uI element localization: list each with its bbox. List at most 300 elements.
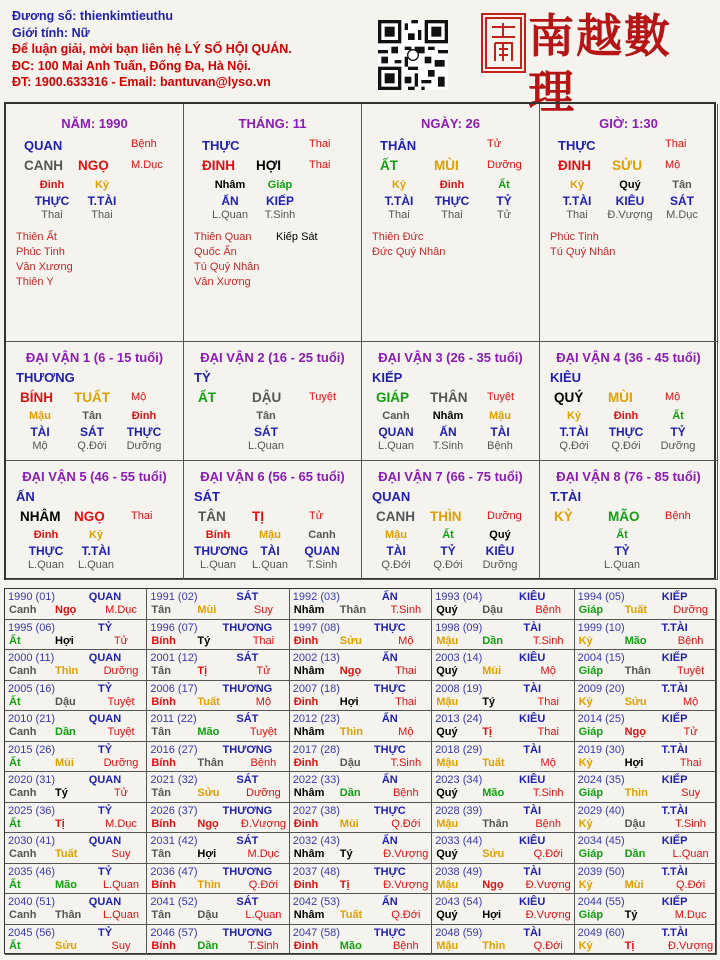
earthly-branch: Sửu bbox=[197, 787, 220, 799]
earthly-branch: Dần bbox=[339, 787, 361, 799]
year-label: 2006 (17) bbox=[150, 682, 198, 695]
owner-name: Đương số: thienkimtieuthu bbox=[12, 9, 173, 23]
hidden-stem: SÁT bbox=[670, 194, 694, 208]
heavenly-stem: Nhâm bbox=[293, 604, 325, 616]
life-stage-label: Tuyệt bbox=[107, 726, 135, 738]
life-stage-label: Bệnh bbox=[535, 604, 562, 616]
heavenly-stem: Đinh bbox=[293, 817, 319, 830]
heavenly-stem: Quý bbox=[436, 726, 458, 738]
ten-god-label: KIẾP bbox=[372, 370, 403, 385]
ten-god-label: TỶ bbox=[97, 621, 113, 634]
life-stage-label: T.Sinh bbox=[390, 604, 422, 616]
earthly-branch: Hợi bbox=[55, 634, 74, 647]
year-cell bbox=[290, 742, 432, 773]
hidden-stem: KIÊU bbox=[485, 544, 515, 558]
earthly-branch: Ngọ bbox=[197, 817, 219, 830]
heavenly-stem: Ất bbox=[9, 939, 21, 952]
hidden-stem: Mậu bbox=[29, 410, 51, 422]
hidden-stem: Q.Đới bbox=[433, 559, 463, 571]
earthly-branch: Thân bbox=[55, 909, 82, 921]
ten-god-label: QUAN bbox=[24, 138, 63, 153]
heavenly-stem: Kỷ bbox=[578, 878, 593, 891]
year-cell bbox=[147, 925, 289, 956]
ten-god-label: ẤN bbox=[381, 591, 398, 603]
ten-god-label: THỰC bbox=[373, 926, 406, 939]
earthly-branch: SỬU bbox=[612, 158, 642, 173]
hidden-stem: Tân bbox=[82, 410, 102, 422]
earthly-branch: Mùi bbox=[482, 665, 502, 677]
year-cell bbox=[575, 742, 717, 773]
year-label: 1991 (02) bbox=[150, 591, 198, 603]
life-stage-label: Thai bbox=[395, 665, 417, 677]
year-cell bbox=[5, 681, 147, 712]
earthly-branch: HỢI bbox=[256, 158, 282, 173]
star-label: Thiên Quan bbox=[194, 231, 252, 243]
hidden-stem: Giáp bbox=[267, 179, 293, 191]
life-stage-label: Dưỡng bbox=[103, 756, 139, 769]
life-stage-label: Bệnh bbox=[535, 817, 562, 830]
ten-god-label: SÁT bbox=[194, 489, 220, 504]
hidden-stem: Ất bbox=[616, 529, 628, 541]
ten-god-label: SÁT bbox=[236, 774, 259, 786]
year-label: 2003 (14) bbox=[435, 652, 483, 664]
heavenly-stem: Kỷ bbox=[578, 939, 593, 952]
year-label: 2034 (45) bbox=[577, 835, 625, 847]
hidden-stem: T.TÀI bbox=[81, 544, 111, 558]
earthly-branch: Dần bbox=[482, 634, 503, 647]
earthly-branch: MÙI bbox=[434, 158, 459, 173]
year-cell bbox=[290, 803, 432, 834]
hidden-stem: Bính bbox=[205, 529, 231, 541]
earthly-branch: Dậu bbox=[624, 817, 646, 830]
hidden-stem: Đ.Vượng bbox=[607, 209, 653, 221]
heavenly-stem: Bính bbox=[151, 878, 176, 891]
year-label: 2038 (49) bbox=[435, 865, 483, 878]
life-stage-label: Mộ bbox=[398, 634, 414, 647]
heavenly-stem: Canh bbox=[9, 848, 37, 860]
hidden-stem: Ất bbox=[442, 529, 454, 541]
year-label: 2027 (38) bbox=[292, 804, 340, 817]
ten-god-label: T.TÀI bbox=[661, 926, 688, 939]
hidden-stem: SÁT bbox=[80, 425, 104, 439]
life-stage-label: Tuyệt bbox=[107, 695, 135, 708]
ten-god-label: KIẾP bbox=[661, 896, 688, 908]
life-stage-label: Q.Đới bbox=[533, 848, 563, 860]
hidden-stem: Quý bbox=[619, 179, 641, 191]
earthly-branch: TỊ bbox=[252, 509, 264, 524]
earthly-branch: DẬU bbox=[252, 390, 282, 405]
heavenly-stem: Nhâm bbox=[293, 909, 325, 921]
earthly-branch: TUẤT bbox=[74, 390, 110, 405]
dai-van-6 bbox=[184, 461, 362, 580]
hidden-stem: THỰC bbox=[28, 544, 64, 558]
heavenly-stem: Mậu bbox=[436, 634, 459, 647]
life-stage-label: T.Sinh bbox=[248, 939, 279, 952]
earthly-branch: Hợi bbox=[482, 909, 502, 921]
life-stage-label: Bệnh bbox=[392, 939, 419, 952]
life-stage-label: Tuyệt bbox=[677, 665, 705, 677]
earthly-branch: Sửu bbox=[339, 634, 362, 647]
hidden-stem: THƯƠNG bbox=[194, 544, 249, 558]
life-stage-label: T.Sinh bbox=[675, 817, 706, 830]
hidden-stem: Tân bbox=[256, 410, 276, 422]
year-label: 2005 (16) bbox=[8, 682, 56, 695]
year-label: 2048 (59) bbox=[435, 926, 483, 939]
life-stage-label: M.Dục bbox=[247, 848, 280, 860]
ten-god-label: ẤN bbox=[16, 489, 35, 504]
hidden-stem: L.Quan bbox=[211, 209, 249, 221]
heavenly-stem: Ất bbox=[9, 878, 21, 891]
year-label: 1997 (08) bbox=[292, 621, 340, 634]
dai-van-1 bbox=[6, 342, 184, 461]
pillar-title: GIỜ: 1:30 bbox=[599, 116, 658, 131]
earthly-branch: Thân bbox=[197, 756, 224, 769]
address-line: ĐC: 100 Mai Anh Tuấn, Đống Đa, Hà Nội. bbox=[12, 58, 251, 73]
year-label: 2040 (51) bbox=[8, 896, 56, 908]
year-cell bbox=[432, 650, 574, 681]
year-cell bbox=[290, 772, 432, 803]
hidden-stem: L.Quan bbox=[247, 440, 285, 452]
branch-stage: Tử bbox=[309, 510, 324, 522]
year-label: 2018 (29) bbox=[435, 743, 483, 756]
year-label: 2004 (15) bbox=[577, 652, 625, 664]
year-label: 2017 (28) bbox=[292, 743, 340, 756]
hidden-stem: Q.Đới bbox=[559, 440, 589, 452]
earthly-branch: Dần bbox=[624, 848, 646, 860]
heavenly-stem: Canh bbox=[9, 726, 37, 738]
life-stage-label: T.Sinh bbox=[532, 634, 564, 647]
life-stage-label: Q.Đới bbox=[391, 909, 421, 921]
hidden-stem: Tân bbox=[672, 179, 692, 191]
heavenly-stem: Bính bbox=[151, 695, 176, 708]
heavenly-stem: Canh bbox=[9, 604, 37, 616]
heavenly-stem: Quý bbox=[436, 909, 458, 921]
hidden-stem: Kỷ bbox=[94, 179, 110, 191]
hidden-stem: QUAN bbox=[304, 544, 340, 558]
year-cell bbox=[290, 620, 432, 651]
dai-van-title: ĐẠI VẬN 8 (76 - 85 tuổi) bbox=[556, 469, 701, 484]
year-cell bbox=[147, 620, 289, 651]
contact-line: Để luận giải, mời bạn liên hệ LÝ SỐ HỘI QUÁN. bbox=[12, 42, 292, 56]
year-cell bbox=[432, 711, 574, 742]
life-stage-label: Q.Đới bbox=[675, 878, 706, 891]
life-stage-label: M.Dục bbox=[105, 604, 137, 616]
ten-god-label: TÀI bbox=[523, 682, 542, 695]
pillar-grid bbox=[4, 102, 716, 580]
life-stage-label: Suy bbox=[253, 604, 273, 616]
star-label: Phúc Tinh bbox=[16, 246, 65, 258]
earthly-branch: Dậu bbox=[339, 756, 361, 769]
ten-god-label: THƯƠNG bbox=[222, 621, 273, 634]
earthly-branch: Tị bbox=[197, 665, 208, 677]
year-label: 2026 (37) bbox=[150, 804, 198, 817]
yearly-table bbox=[4, 588, 716, 954]
year-cell bbox=[575, 620, 717, 651]
heavenly-stem: Giáp bbox=[578, 909, 604, 921]
pillar-title: NGÀY: 26 bbox=[421, 116, 480, 131]
pillar-0 bbox=[6, 104, 184, 342]
heavenly-stem: Đinh bbox=[293, 695, 319, 708]
year-label: 2022 (33) bbox=[292, 774, 340, 786]
year-cell bbox=[575, 833, 717, 864]
year-cell bbox=[432, 894, 574, 925]
earthly-branch: Thìn bbox=[55, 665, 79, 677]
year-label: 2031 (42) bbox=[150, 835, 198, 847]
heavenly-stem: Bính bbox=[151, 939, 176, 952]
heavenly-stem: Nhâm bbox=[293, 787, 325, 799]
hidden-stem: TÀI bbox=[260, 544, 280, 558]
year-cell bbox=[290, 681, 432, 712]
ten-god-label: THƯƠNG bbox=[222, 804, 273, 817]
year-cell bbox=[575, 864, 717, 895]
branch-stage: Dưỡng bbox=[487, 510, 522, 522]
hidden-stem: TỶ bbox=[496, 194, 512, 208]
hidden-stem: Đinh bbox=[613, 410, 639, 422]
earthly-branch: MÃO bbox=[608, 509, 640, 524]
life-stage-label: Bệnh bbox=[677, 634, 704, 647]
year-label: 2046 (57) bbox=[150, 926, 198, 939]
heavenly-stem: Ất bbox=[9, 817, 21, 830]
heavenly-stem: Mậu bbox=[436, 939, 459, 952]
life-stage-label: Mộ bbox=[540, 665, 556, 677]
hidden-stem: Quý bbox=[489, 529, 511, 541]
life-stage-label: Tuyệt bbox=[249, 726, 277, 738]
year-cell bbox=[147, 681, 289, 712]
year-cell bbox=[290, 833, 432, 864]
dai-van-title: ĐẠI VẬN 6 (56 - 65 tuổi) bbox=[200, 469, 345, 484]
heavenly-stem: Bính bbox=[151, 634, 176, 647]
year-label: 2000 (11) bbox=[8, 652, 55, 664]
heavenly-stem: Mậu bbox=[436, 878, 459, 891]
life-stage-label: Tử bbox=[113, 787, 129, 799]
pillar-3 bbox=[540, 104, 718, 342]
dai-van-7 bbox=[362, 461, 540, 580]
heavenly-stem: Tân bbox=[151, 909, 171, 921]
year-cell bbox=[290, 589, 432, 620]
hidden-stem: L.Quan bbox=[77, 559, 115, 571]
earthly-branch: Thìn bbox=[197, 878, 221, 891]
ten-god-label: TỶ bbox=[97, 804, 113, 817]
year-label: 2013 (24) bbox=[435, 713, 483, 725]
star-label: Đức Quý Nhân bbox=[372, 246, 446, 258]
branch-stage: Mộ bbox=[665, 159, 681, 171]
heavenly-stem: Đinh bbox=[293, 939, 319, 952]
life-stage-label: Tử bbox=[487, 138, 502, 150]
ten-god-label: KIÊU bbox=[519, 713, 546, 725]
heavenly-stem: ĐINH bbox=[558, 158, 591, 173]
year-cell bbox=[147, 894, 289, 925]
life-stage-label: Suy bbox=[111, 939, 131, 952]
heavenly-stem: Giáp bbox=[578, 665, 604, 677]
year-label: 2011 (22) bbox=[150, 713, 197, 725]
heavenly-stem: Nhâm bbox=[293, 726, 325, 738]
heavenly-stem: Tân bbox=[151, 604, 171, 616]
heavenly-stem: ẤT bbox=[198, 390, 216, 405]
year-cell bbox=[5, 833, 147, 864]
life-stage-label: L.Quan bbox=[672, 848, 709, 860]
year-cell bbox=[147, 833, 289, 864]
dai-van-title: ĐẠI VẬN 5 (46 - 55 tuổi) bbox=[22, 469, 167, 484]
year-label: 2030 (41) bbox=[8, 835, 56, 847]
earthly-branch: Tuất bbox=[482, 756, 505, 769]
owner-info bbox=[12, 8, 292, 91]
heavenly-stem: Giáp bbox=[578, 787, 604, 799]
life-stage-label: Thai bbox=[395, 695, 417, 708]
earthly-branch: Tuất bbox=[339, 909, 363, 921]
hidden-stem: Mậu bbox=[489, 410, 511, 422]
heavenly-stem: Quý bbox=[436, 604, 458, 616]
year-cell bbox=[432, 772, 574, 803]
ten-god-label: ẤN bbox=[381, 652, 398, 664]
year-label: 2015 (26) bbox=[8, 743, 56, 756]
hidden-stem: T.TÀI bbox=[559, 425, 589, 439]
dai-van-4 bbox=[540, 342, 718, 461]
year-label: 2039 (50) bbox=[577, 865, 625, 878]
ten-god-label: TỶ bbox=[194, 370, 211, 385]
year-cell bbox=[5, 864, 147, 895]
hidden-stem: Tử bbox=[496, 209, 512, 221]
dai-van-8 bbox=[540, 461, 718, 580]
year-cell bbox=[290, 864, 432, 895]
earthly-branch: Tị bbox=[624, 939, 635, 952]
ten-god-label: T.TÀI bbox=[661, 804, 688, 817]
year-cell bbox=[147, 742, 289, 773]
year-label: 2037 (48) bbox=[292, 865, 340, 878]
life-stage-label: Đ.Vượng bbox=[668, 939, 714, 952]
earthly-branch: MÙI bbox=[608, 390, 633, 405]
earthly-branch: NGỌ bbox=[78, 158, 109, 173]
year-label: 2010 (21) bbox=[8, 713, 56, 725]
heavenly-stem: Giáp bbox=[578, 726, 604, 738]
year-label: 2036 (47) bbox=[150, 865, 198, 878]
hidden-stem: Thai bbox=[566, 209, 588, 221]
year-label: 2035 (46) bbox=[8, 865, 56, 878]
life-stage-label: L.Quan bbox=[102, 878, 140, 891]
ten-god-label: TÀI bbox=[523, 865, 542, 878]
hidden-stem: Canh bbox=[382, 410, 410, 422]
branch-stage: Thai bbox=[309, 159, 331, 171]
ten-god-label: KIẾP bbox=[661, 774, 688, 786]
hidden-stem: Kỷ bbox=[566, 410, 582, 422]
ten-god-label: T.TÀI bbox=[661, 682, 688, 695]
year-label: 2024 (35) bbox=[577, 774, 625, 786]
life-stage-label: L.Quan bbox=[245, 909, 282, 921]
hidden-stem: Dưỡng bbox=[482, 559, 518, 571]
heavenly-stem: Nhâm bbox=[293, 665, 325, 677]
hidden-stem: L.Quan bbox=[251, 559, 289, 571]
earthly-branch: Mão bbox=[339, 939, 362, 952]
hidden-stem: QUAN bbox=[378, 425, 414, 439]
year-cell bbox=[5, 925, 147, 956]
year-cell bbox=[575, 925, 717, 956]
life-stage-label: Đ.Vượng bbox=[240, 817, 286, 830]
hidden-stem: Dưỡng bbox=[660, 440, 696, 452]
hidden-stem: KIÊU bbox=[615, 194, 645, 208]
heavenly-stem: Quý bbox=[436, 848, 458, 860]
year-cell bbox=[575, 803, 717, 834]
year-label: 2008 (19) bbox=[435, 682, 483, 695]
branch-stage: Bệnh bbox=[665, 510, 691, 522]
heavenly-stem: Tân bbox=[151, 665, 171, 677]
ten-god-label: THƯƠNG bbox=[16, 370, 75, 385]
star-label: Văn Xương bbox=[16, 261, 73, 273]
hidden-stem: ẤN bbox=[439, 425, 457, 439]
year-cell bbox=[575, 589, 717, 620]
year-label: 2007 (18) bbox=[292, 682, 340, 695]
life-stage-label: Thai bbox=[537, 726, 559, 738]
life-stage-label: Đ.Vượng bbox=[525, 878, 571, 891]
earthly-branch: Mùi bbox=[197, 604, 217, 616]
life-stage-label: Đ.Vượng bbox=[383, 878, 429, 891]
star-label: Phúc Tinh bbox=[550, 231, 599, 243]
star-label: Thiên Đức bbox=[372, 231, 424, 243]
ten-god-label: TỶ bbox=[97, 682, 113, 695]
earthly-branch: Dậu bbox=[55, 695, 76, 708]
ten-god-label: THỰC bbox=[373, 621, 406, 634]
hidden-stem: T.Sinh bbox=[306, 559, 338, 571]
ten-god-label: THƯƠNG bbox=[222, 743, 273, 756]
year-cell bbox=[5, 894, 147, 925]
pillar-title: NĂM: 1990 bbox=[61, 116, 128, 131]
heavenly-stem: Giáp bbox=[578, 848, 604, 860]
ten-god-label: QUAN bbox=[88, 652, 122, 664]
life-stage-label: Mộ bbox=[255, 695, 272, 708]
heavenly-stem: Tân bbox=[151, 787, 171, 799]
dai-van-2 bbox=[184, 342, 362, 461]
hidden-stem: Canh bbox=[308, 529, 336, 541]
ten-god-label: KIẾP bbox=[661, 713, 688, 725]
branch-stage: M.Dục bbox=[131, 159, 163, 171]
earthly-branch: Tị bbox=[55, 817, 65, 830]
branch-stage: Mộ bbox=[665, 391, 681, 403]
hidden-stem: TÀI bbox=[30, 425, 50, 439]
life-stage-label: Dưỡng bbox=[103, 665, 139, 677]
star-label: Thiên Y bbox=[16, 276, 54, 288]
earthly-branch: Dậu bbox=[482, 604, 503, 616]
hidden-stem: Nhâm bbox=[432, 410, 464, 422]
earthly-branch: Tý bbox=[482, 695, 496, 708]
year-label: 2028 (39) bbox=[435, 804, 483, 817]
ten-god-label: QUAN bbox=[88, 591, 122, 603]
hidden-stem: THỰC bbox=[126, 425, 162, 439]
year-label: 2045 (56) bbox=[8, 926, 56, 939]
branch-stage: Tuyệt bbox=[487, 391, 515, 403]
ten-god-label: THƯƠNG bbox=[222, 682, 273, 695]
pillar-1 bbox=[184, 104, 362, 342]
earthly-branch: Thân bbox=[339, 604, 367, 616]
ten-god-label: QUAN bbox=[88, 713, 122, 725]
earthly-branch: Mùi bbox=[624, 878, 644, 891]
year-cell bbox=[432, 742, 574, 773]
ten-god-label: TỶ bbox=[97, 743, 113, 756]
seal-stamp-icon bbox=[481, 13, 526, 73]
hidden-stem: Kỷ bbox=[88, 529, 104, 541]
hidden-stem: L.Quan bbox=[377, 440, 415, 452]
hidden-stem: M.Dục bbox=[666, 209, 698, 221]
year-label: 1993 (04) bbox=[435, 591, 483, 603]
ten-god-label: TÀI bbox=[523, 743, 542, 756]
year-cell bbox=[290, 894, 432, 925]
hidden-stem: Q.Đới bbox=[611, 440, 641, 452]
heavenly-stem: Ất bbox=[9, 634, 21, 647]
year-label: 2025 (36) bbox=[8, 804, 56, 817]
life-stage-label: Dưỡng bbox=[246, 787, 281, 799]
earthly-branch: Tị bbox=[482, 726, 492, 738]
year-label: 2049 (60) bbox=[577, 926, 625, 939]
star-label: Văn Xương bbox=[194, 276, 251, 288]
heavenly-stem: Canh bbox=[9, 665, 37, 677]
year-label: 2001 (12) bbox=[150, 652, 198, 664]
